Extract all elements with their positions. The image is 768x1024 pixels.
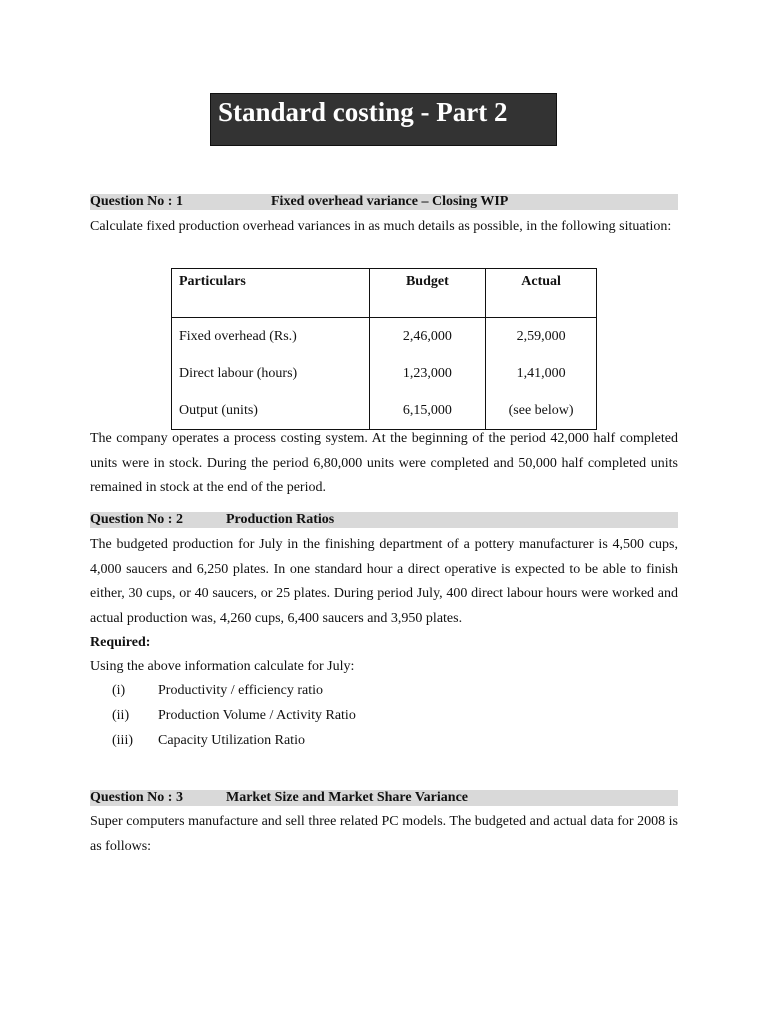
table-row: [172, 392, 597, 430]
list-item-number: (i): [112, 683, 126, 698]
list-item-text: Capacity Utilization Ratio: [158, 733, 305, 748]
question-2-title: Production Ratios: [226, 512, 335, 527]
table-header-cell: Actual: [486, 269, 597, 318]
table-cell: Output (units): [172, 392, 370, 430]
table-header-cell: Budget: [369, 269, 486, 318]
page-title: Standard costing - Part 2: [210, 93, 557, 146]
list-item-number: (ii): [112, 708, 130, 723]
question-1-number: Question No : 1: [90, 194, 183, 209]
table-cell: 1,23,000: [369, 355, 486, 392]
question-1-heading: [90, 194, 678, 210]
table-row: [172, 355, 597, 392]
list-item-number: (iii): [112, 733, 133, 748]
table-header-cell: Particulars: [172, 269, 370, 318]
list-item-text: Production Volume / Activity Ratio: [158, 708, 356, 723]
question-3-heading: [90, 790, 678, 806]
question-3-number: Question No : 3: [90, 790, 183, 805]
table-row: [172, 318, 597, 356]
table-cell: Direct labour (hours): [172, 355, 370, 392]
table-cell: 1,41,000: [486, 355, 597, 392]
table-header-row: [172, 269, 597, 318]
question-2-number: Question No : 2: [90, 512, 183, 527]
list-item-text: Productivity / efficiency ratio: [158, 683, 323, 698]
question-1-description: The company operates a process costing system. At the beginning of the period 42,000 half completed units were in stock. During the period 6,80,000 units were completed and 50,000 half completed units remained in stock at the end of the period.: [90, 431, 678, 495]
question-1-title: Fixed overhead variance – Closing WIP: [271, 194, 509, 209]
overhead-table: [171, 268, 597, 430]
question-2-using: Using the above information calculate for July:: [90, 659, 355, 674]
question-2-body: The budgeted production for July in the finishing department of a pottery manufacturer is 4,500 cups, 4,000 saucers and 6,250 plates. In one standard hour a direct operative is expected to be able to finish either, 30 cups, or 40 saucers, or 25 plates. During period July, 400 direct labour hours were worked and actual production was, 4,260 cups, 6,400 saucers and 3,950 plates.: [90, 537, 678, 626]
question-1-intro: Calculate fixed production overhead variances in as much details as possible, in the following situation:: [90, 219, 672, 234]
table-cell: 2,59,000: [486, 318, 597, 356]
question-3-title: Market Size and Market Share Variance: [226, 790, 468, 805]
question-2-heading: [90, 512, 678, 528]
table-cell: 6,15,000: [369, 392, 486, 430]
required-label: Required:: [90, 635, 151, 650]
table-cell: Fixed overhead (Rs.): [172, 318, 370, 356]
question-3-body: Super computers manufacture and sell three related PC models. The budgeted and actual data for 2008 is as follows:: [90, 814, 678, 854]
table-cell: 2,46,000: [369, 318, 486, 356]
table-cell: (see below): [486, 392, 597, 430]
